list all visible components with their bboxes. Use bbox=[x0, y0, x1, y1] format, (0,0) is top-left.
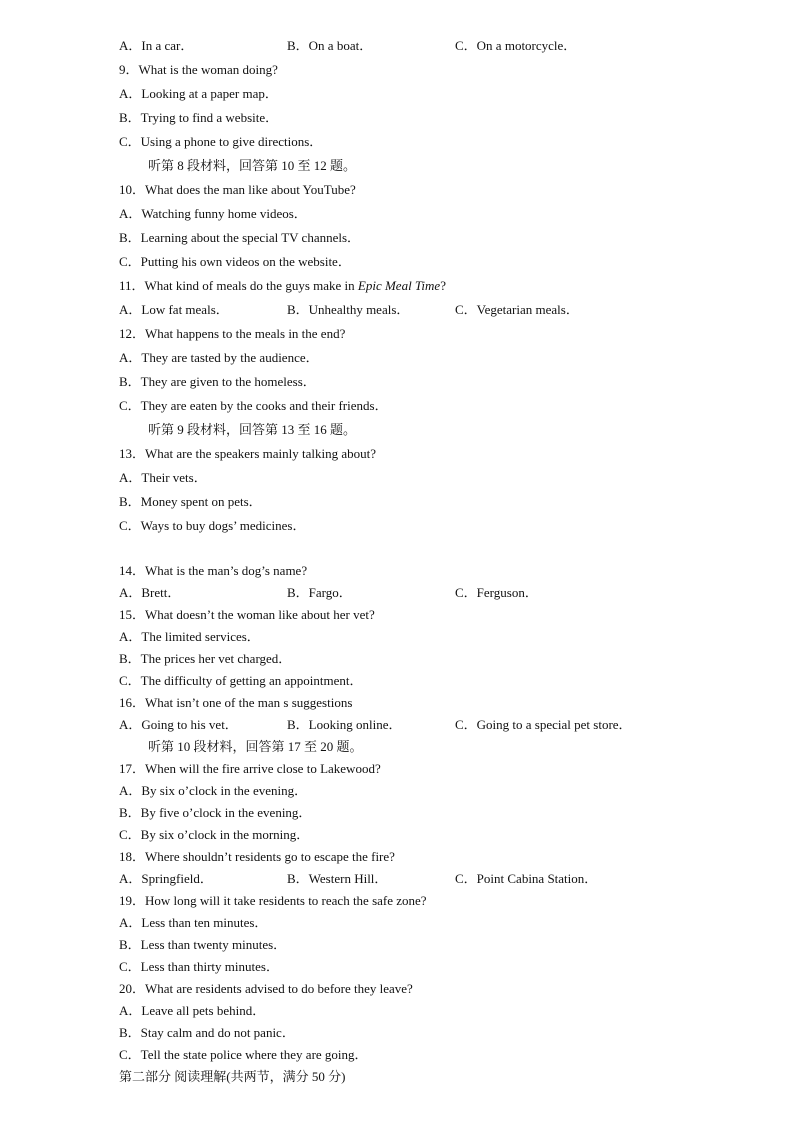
q9-option-a: A．Looking at a paper map． bbox=[119, 86, 278, 101]
q11-question bbox=[119, 276, 679, 300]
q20-option-b: B．Stay calm and do not panic． bbox=[119, 1025, 295, 1040]
q15-option-c: C．The difficulty of getting an appointment． bbox=[119, 673, 363, 688]
q12-option-c: C．They are eaten by the cooks and their friends． bbox=[119, 398, 388, 413]
instruction-section-9: 听第 9 段材料，回答第 13 至 16 题。 bbox=[148, 422, 357, 437]
q10-option-a: A．Watching funny home videos． bbox=[119, 206, 307, 221]
q8-option-a: A．In a car． bbox=[119, 38, 194, 53]
q8-option-c: C．On a motorcycle． bbox=[455, 38, 577, 53]
q14-option-b: B．Fargo． bbox=[287, 585, 352, 600]
q11-question-mark: ? bbox=[440, 278, 446, 293]
q14-question: 14．What is the man’s dog’s name? bbox=[119, 563, 308, 578]
q9-question: 9．What is the woman doing? bbox=[119, 62, 278, 77]
q18-option-a: A．Springfield． bbox=[119, 871, 213, 886]
q20-option-a: A．Leave all pets behind． bbox=[119, 1003, 266, 1018]
q11-option-b: B．Unhealthy meals． bbox=[287, 302, 410, 317]
q9-option-c: C．Using a phone to give directions． bbox=[119, 134, 323, 149]
q11-options-row bbox=[119, 300, 679, 324]
instruction-section-8: 听第 8 段材料，回答第 10 至 12 题。 bbox=[148, 158, 357, 173]
q19-option-c: C．Less than thirty minutes． bbox=[119, 959, 279, 974]
q12-option-b: B．They are given to the homeless． bbox=[119, 374, 316, 389]
q15-option-a: A．The limited services． bbox=[119, 629, 260, 644]
q16-option-b: B．Looking online． bbox=[287, 717, 402, 732]
q16-option-a: A．Going to his vet． bbox=[119, 717, 238, 732]
q18-option-b: B．Western Hill． bbox=[287, 871, 388, 886]
q14-option-a: A．Brett． bbox=[119, 585, 181, 600]
q17-option-c: C．By six o’clock in the morning． bbox=[119, 827, 310, 842]
q10-question: 10．What does the man like about YouTube? bbox=[119, 182, 356, 197]
q20-question: 20．What are residents advised to do before they leave? bbox=[119, 981, 413, 996]
q8-options-row bbox=[119, 36, 679, 60]
q20-option-c: C．Tell the state police where they are going． bbox=[119, 1047, 368, 1062]
q12-question: 12．What happens to the meals in the end? bbox=[119, 326, 346, 341]
q8-option-b: B．On a boat． bbox=[287, 38, 373, 53]
q19-option-a: A．Less than ten minutes． bbox=[119, 915, 268, 930]
q16-option-c: C．Going to a special pet store． bbox=[455, 717, 632, 732]
q12-option-a: A．They are tasted by the audience． bbox=[119, 350, 319, 365]
q17-option-b: B．By five o’clock in the evening． bbox=[119, 805, 312, 820]
q11-option-c: C．Vegetarian meals． bbox=[455, 302, 579, 317]
q15-option-b: B．The prices her vet charged． bbox=[119, 651, 292, 666]
instruction-section-10: 听第 10 段材料，回答第 17 至 20 题。 bbox=[148, 739, 363, 754]
q16-options-row bbox=[119, 715, 679, 737]
q14-options-row bbox=[119, 583, 679, 605]
q19-question: 19．How long will it take residents to reach the safe zone? bbox=[119, 893, 427, 908]
q10-option-c: C．Putting his own videos on the website． bbox=[119, 254, 351, 269]
q16-question: 16．What isn’t one of the man s suggestions bbox=[119, 695, 353, 710]
q9-option-b: B．Trying to find a website． bbox=[119, 110, 279, 125]
q11-option-a: A．Low fat meals． bbox=[119, 302, 229, 317]
q13-option-a: A．Their vets． bbox=[119, 470, 207, 485]
q14-option-c: C．Ferguson． bbox=[455, 585, 538, 600]
exam-page bbox=[119, 36, 679, 1089]
q19-option-b: B．Less than twenty minutes． bbox=[119, 937, 287, 952]
part-two-heading: 第二部分 阅读理解(共两节，满分 50 分) bbox=[119, 1069, 346, 1084]
q13-question: 13．What are the speakers mainly talking about? bbox=[119, 446, 377, 461]
q13-option-c: C．Ways to buy dogs’ medicines． bbox=[119, 518, 306, 533]
q11-show-title: Epic Meal Time bbox=[357, 278, 441, 293]
q11-question-text: 11．What kind of meals do the guys make in bbox=[119, 278, 358, 293]
blank-gap bbox=[119, 540, 679, 561]
q18-question: 18．Where shouldn’t residents go to escape the fire? bbox=[119, 849, 395, 864]
q17-option-a: A．By six o’clock in the evening． bbox=[119, 783, 308, 798]
q18-option-c: C．Point Cabina Station． bbox=[455, 871, 598, 886]
q17-question: 17．When will the fire arrive close to Lakewood? bbox=[119, 761, 381, 776]
q13-option-b: B．Money spent on pets． bbox=[119, 494, 262, 509]
q15-question: 15．What doesn’t the woman like about her vet? bbox=[119, 607, 375, 622]
q18-options-row bbox=[119, 869, 679, 891]
q10-option-b: B．Learning about the special TV channels． bbox=[119, 230, 361, 245]
